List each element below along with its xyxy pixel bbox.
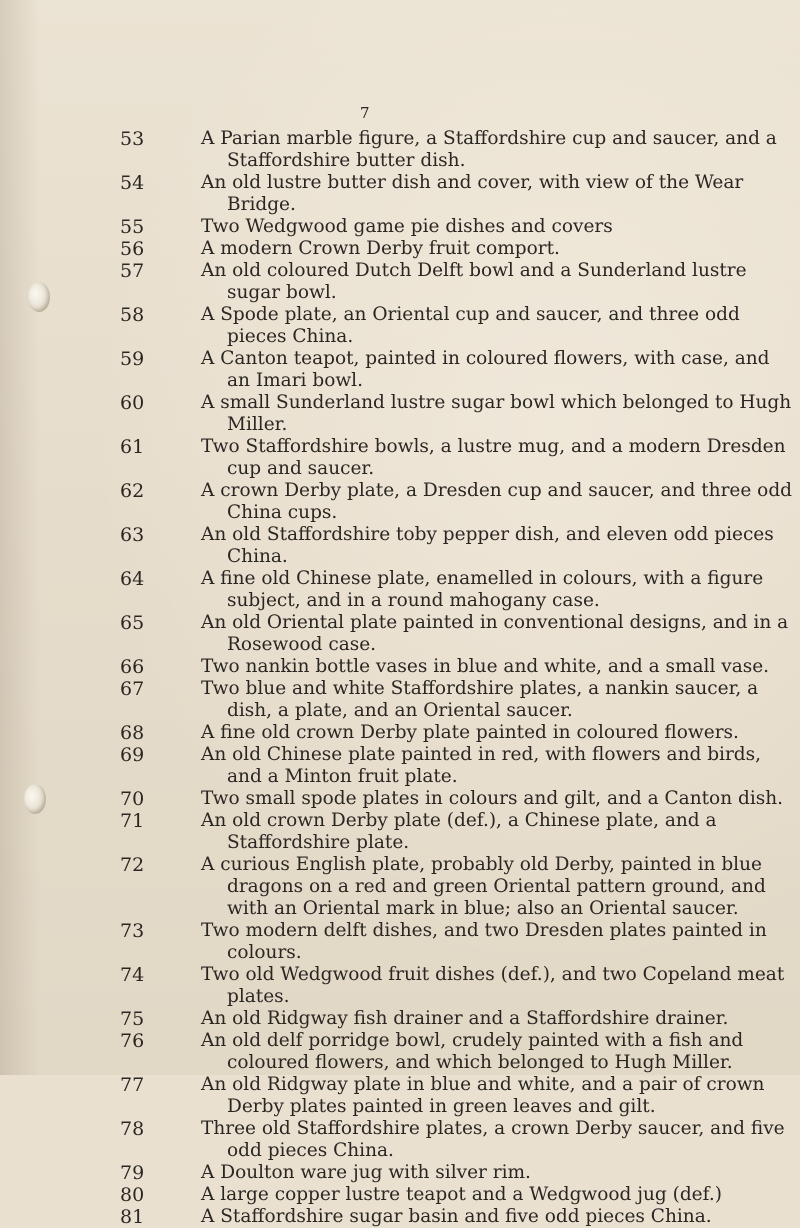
lot-item bbox=[0, 216, 800, 238]
lot-description: Two Staffordshire bowls, a lustre mug, and a modern Dresden cup and saucer. bbox=[201, 436, 786, 479]
lot-description: A fine old Chinese plate, enamelled in colours, with a figure subject, and in a round mahogany case. bbox=[201, 568, 764, 611]
lot-description: A large copper lustre teapot and a Wedgwood jug (def.) bbox=[201, 1184, 722, 1205]
lot-item bbox=[0, 678, 800, 722]
lot-description: Two Wedgwood game pie dishes and covers bbox=[201, 216, 613, 237]
lot-description: A Doulton ware jug with silver rim. bbox=[201, 1162, 531, 1183]
lot-description: An old Staffordshire toby pepper dish, and eleven odd pieces China. bbox=[201, 524, 774, 567]
lot-item bbox=[0, 1008, 800, 1030]
lot-number: 75 bbox=[120, 1008, 145, 1030]
lot-description: An old Ridgway fish drainer and a Staffordshire drainer. bbox=[201, 1008, 729, 1029]
lot-number: 77 bbox=[120, 1074, 145, 1096]
lot-item bbox=[0, 1030, 800, 1074]
lot-description: A crown Derby plate, a Dresden cup and saucer, and three odd China cups. bbox=[201, 480, 793, 523]
lot-number: 72 bbox=[120, 854, 145, 876]
lot-item bbox=[0, 436, 800, 480]
lot-description: A Staffordshire sugar basin and five odd pieces China. bbox=[201, 1206, 712, 1227]
lot-description: Two modern delft dishes, and two Dresden plates painted in colours. bbox=[201, 920, 767, 963]
lot-item bbox=[0, 744, 800, 788]
lot-number: 62 bbox=[120, 480, 145, 502]
lot-item bbox=[0, 810, 800, 854]
lot-item bbox=[0, 612, 800, 656]
lot-number: 59 bbox=[120, 348, 145, 370]
lot-description: An old lustre butter dish and cover, with view of the Wear Bridge. bbox=[201, 172, 744, 215]
lot-number: 63 bbox=[120, 524, 145, 546]
lot-description: A small Sunderland lustre sugar bowl which belonged to Hugh Miller. bbox=[201, 392, 792, 435]
lot-number: 78 bbox=[120, 1118, 145, 1140]
lot-number: 76 bbox=[120, 1030, 145, 1052]
lot-description: A Canton teapot, painted in coloured flowers, with case, and an Imari bowl. bbox=[201, 348, 770, 391]
lot-description: An old coloured Dutch Delft bowl and a Sunderland lustre sugar bowl. bbox=[201, 260, 747, 303]
lot-description: An old Chinese plate painted in red, with flowers and birds, and a Minton fruit plate. bbox=[201, 744, 762, 787]
lot-item bbox=[0, 260, 800, 304]
lot-number: 81 bbox=[120, 1206, 145, 1228]
lot-item bbox=[0, 480, 800, 524]
lot-item bbox=[0, 128, 800, 172]
lot-description: Two nankin bottle vases in blue and white, and a small vase. bbox=[201, 656, 770, 677]
lot-item bbox=[0, 172, 800, 216]
lot-description: A modern Crown Derby fruit comport. bbox=[201, 238, 560, 259]
page-number: 7 bbox=[360, 104, 370, 122]
lot-number: 79 bbox=[120, 1162, 145, 1184]
lot-number: 67 bbox=[120, 678, 145, 700]
lot-item bbox=[0, 656, 800, 678]
lot-number: 80 bbox=[120, 1184, 145, 1206]
lot-number: 58 bbox=[120, 304, 145, 326]
lot-item bbox=[0, 392, 800, 436]
lot-number: 69 bbox=[120, 744, 145, 766]
lot-number: 64 bbox=[120, 568, 145, 590]
lot-description: Two old Wedgwood fruit dishes (def.), and two Copeland meat plates. bbox=[201, 964, 785, 1007]
lot-item bbox=[0, 1206, 800, 1228]
lot-description: A Spode plate, an Oriental cup and saucer, and three odd pieces China. bbox=[201, 304, 740, 347]
lot-item bbox=[0, 854, 800, 920]
lot-number: 60 bbox=[120, 392, 145, 414]
lot-item bbox=[0, 524, 800, 568]
lot-item bbox=[0, 788, 800, 810]
lot-number: 74 bbox=[120, 964, 145, 986]
lot-number: 61 bbox=[120, 436, 145, 458]
lot-item bbox=[0, 348, 800, 392]
lot-item bbox=[0, 920, 800, 964]
lot-description: A Parian marble figure, a Staffordshire cup and saucer, and a Staffordshire butter dish. bbox=[201, 128, 777, 171]
lot-item bbox=[0, 722, 800, 744]
lot-number: 66 bbox=[120, 656, 145, 678]
lot-number: 55 bbox=[120, 216, 145, 238]
lot-description: A curious English plate, probably old Derby, painted in blue dragons on a red and green Oriental pattern ground, and with an Oriental mark in blue; also an Oriental saucer. bbox=[201, 854, 766, 919]
lot-number: 54 bbox=[120, 172, 145, 194]
lot-item bbox=[0, 1162, 800, 1184]
lot-number: 70 bbox=[120, 788, 145, 810]
lot-number: 71 bbox=[120, 810, 145, 832]
lot-number: 65 bbox=[120, 612, 145, 634]
lot-description: A fine old crown Derby plate painted in coloured flowers. bbox=[201, 722, 739, 743]
lot-description: An old delf porridge bowl, crudely painted with a fish and coloured flowers, and which belonged to Hugh Miller. bbox=[201, 1030, 744, 1073]
lot-item bbox=[0, 1118, 800, 1162]
lot-number: 57 bbox=[120, 260, 145, 282]
lot-item bbox=[0, 1074, 800, 1118]
lot-item bbox=[0, 568, 800, 612]
lot-description: Two blue and white Staffordshire plates, a nankin saucer, a dish, a plate, and an Oriental saucer. bbox=[201, 678, 759, 721]
lot-description: An old Oriental plate painted in conventional designs, and in a Rosewood case. bbox=[201, 612, 789, 655]
lot-list bbox=[0, 128, 800, 1228]
lot-number: 68 bbox=[120, 722, 145, 744]
lot-item bbox=[0, 964, 800, 1008]
lot-number: 53 bbox=[120, 128, 145, 150]
lot-item bbox=[0, 238, 800, 260]
lot-item bbox=[0, 1184, 800, 1206]
lot-number: 56 bbox=[120, 238, 145, 260]
lot-description: Two small spode plates in colours and gilt, and a Canton dish. bbox=[201, 788, 784, 809]
lot-item bbox=[0, 304, 800, 348]
lot-number: 73 bbox=[120, 920, 145, 942]
lot-description: An old Ridgway plate in blue and white, and a pair of crown Derby plates painted in green leaves and gilt. bbox=[201, 1074, 765, 1117]
lot-description: An old crown Derby plate (def.), a Chinese plate, and a Staffordshire plate. bbox=[201, 810, 717, 853]
lot-description: Three old Staffordshire plates, a crown Derby saucer, and five odd pieces China. bbox=[201, 1118, 785, 1161]
